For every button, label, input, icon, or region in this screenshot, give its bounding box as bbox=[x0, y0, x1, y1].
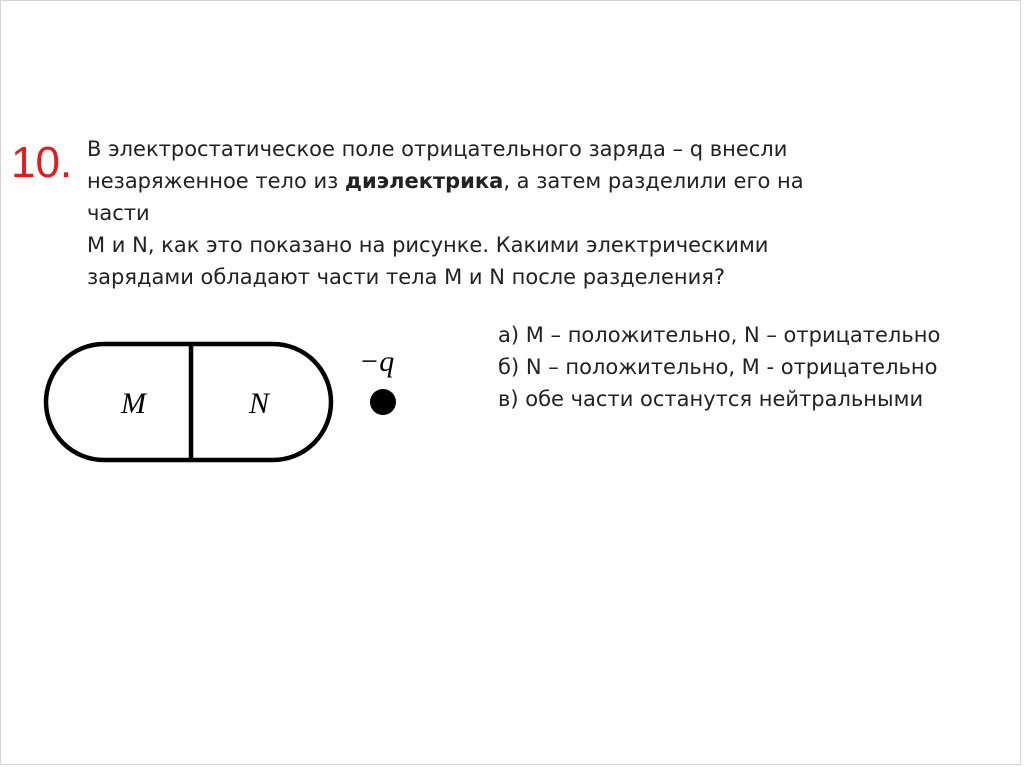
answer-option-a: а) M – положительно, N – отрицательно bbox=[498, 323, 941, 347]
question-line-4: зарядами обладают части тела M и N после разделения? bbox=[87, 265, 726, 289]
question-text bbox=[87, 133, 827, 293]
question-keyword: диэлектрика bbox=[344, 169, 504, 193]
negative-charge-dot bbox=[370, 389, 396, 415]
question-line-3: M и N, как это показано на рисунке. Какими электрическими bbox=[87, 233, 769, 257]
answer-option-b: б) N – положительно, M - отрицательно bbox=[498, 355, 938, 379]
question-line-2-end: , а затем разделили его на части bbox=[87, 169, 804, 225]
label-n: N bbox=[249, 387, 270, 420]
capsule-diagram bbox=[41, 336, 431, 471]
question-line-2-start: незаряженное тело из bbox=[87, 169, 345, 193]
charge-label: −q bbox=[359, 345, 395, 378]
answer-option-c: в) обе части останутся нейтральными bbox=[498, 387, 924, 411]
capsule-body bbox=[46, 344, 331, 460]
answer-options bbox=[498, 319, 998, 415]
question-line-2 bbox=[87, 165, 827, 229]
question-line-1: В электростатическое поле отрицательного заряда – q внесли bbox=[87, 137, 788, 161]
question-number: 10. bbox=[11, 138, 73, 187]
label-m: M bbox=[121, 387, 146, 420]
